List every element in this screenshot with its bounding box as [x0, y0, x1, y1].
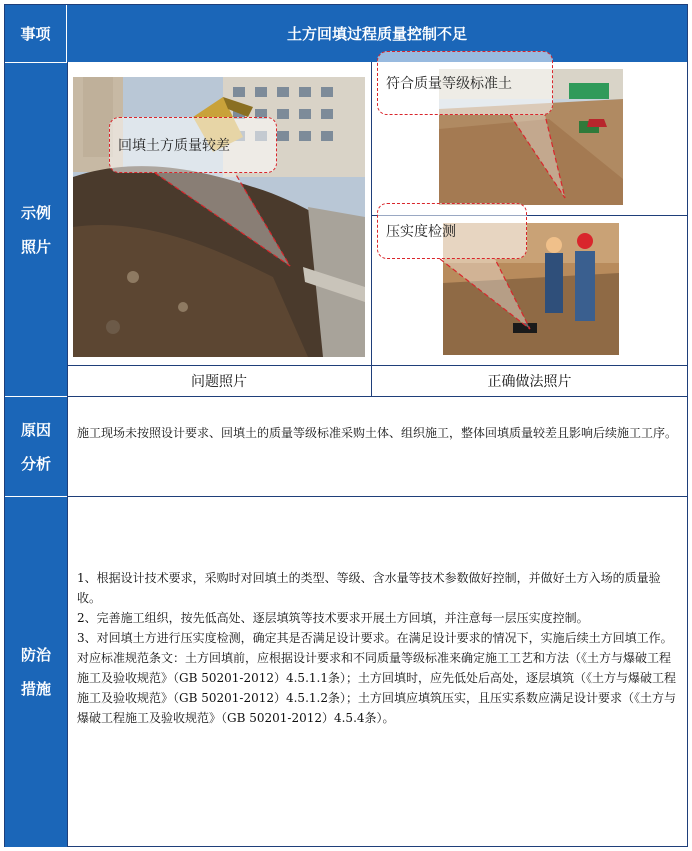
cause-analysis-text: 施工现场未按照设计要求、回填土的质量等级标准采购土体、组织施工，整体回填质量较差且影响后续施工工序。	[77, 426, 678, 440]
side-label-cause-1: 原因	[20, 420, 51, 439]
side-label-photos-1: 示例	[20, 203, 51, 222]
label-column-divider	[67, 62, 68, 847]
correct-callout-top: 符合质量等级标准土	[377, 51, 553, 115]
side-label-cause-2: 分析	[20, 454, 51, 473]
measure-item-1: 1、根据设计技术要求，采购时对回填土的类型、等级、含水量等技术参数做好控制，并做好土方入场的质量验收。	[77, 571, 661, 605]
measure-item-3: 3、对回填土方进行压实度检测，确定其是否满足设计要求。在满足设计要求的情况下，实施后续土方回填工作。	[77, 631, 673, 645]
problem-callout-pointer	[145, 171, 305, 271]
photo-column-divider	[371, 62, 372, 396]
side-label-measures-1: 防治	[20, 646, 51, 664]
side-label-measures-2: 措施	[20, 680, 51, 698]
side-label-cause	[5, 396, 67, 496]
side-label-photos-2: 照片	[20, 237, 51, 256]
measure-item-2: 2、完善施工组织，按先低高处、逐层填筑等技术要求开展土方回填，并注意每一层压实度控制。	[77, 611, 589, 625]
side-label-measures	[5, 496, 67, 847]
correct-callout-top-pointer	[505, 113, 585, 203]
record-table	[4, 4, 688, 847]
problem-photo-caption: 问题照片	[191, 374, 247, 390]
measures-text	[77, 568, 681, 728]
correct-callout-bottom-pointer	[435, 257, 545, 337]
header-item-label: 事项	[5, 5, 67, 62]
side-label-photos	[5, 62, 67, 396]
header-title: 土方回填过程质量控制不足	[67, 5, 687, 62]
correct-callout-bottom: 压实度检测	[377, 203, 527, 259]
problem-callout: 回填土方质量较差	[109, 117, 277, 173]
measures-row-divider	[67, 496, 687, 497]
measure-standard-reference: 对应标准规范条文：土方回填前，应根据设计要求和不同质量等级标准来确定施工工艺和方法（《土方与爆破工程施工及验收规范》（GB 50201-2012）4.5.1.1条）；土方回填时，应先低处后高处，逐层填筑（《土方与爆破工程施工及验收规范》（GB 50201-2012）4.5.1.2条）；土方回填应填筑压实，且压实系数应满足设计要求（《土方与爆破工程施工及验收规范》（GB 50201-2012）4.5.4条）。	[77, 651, 676, 725]
correct-photo-caption: 正确做法照片	[487, 374, 572, 390]
cause-row-divider	[67, 396, 687, 397]
